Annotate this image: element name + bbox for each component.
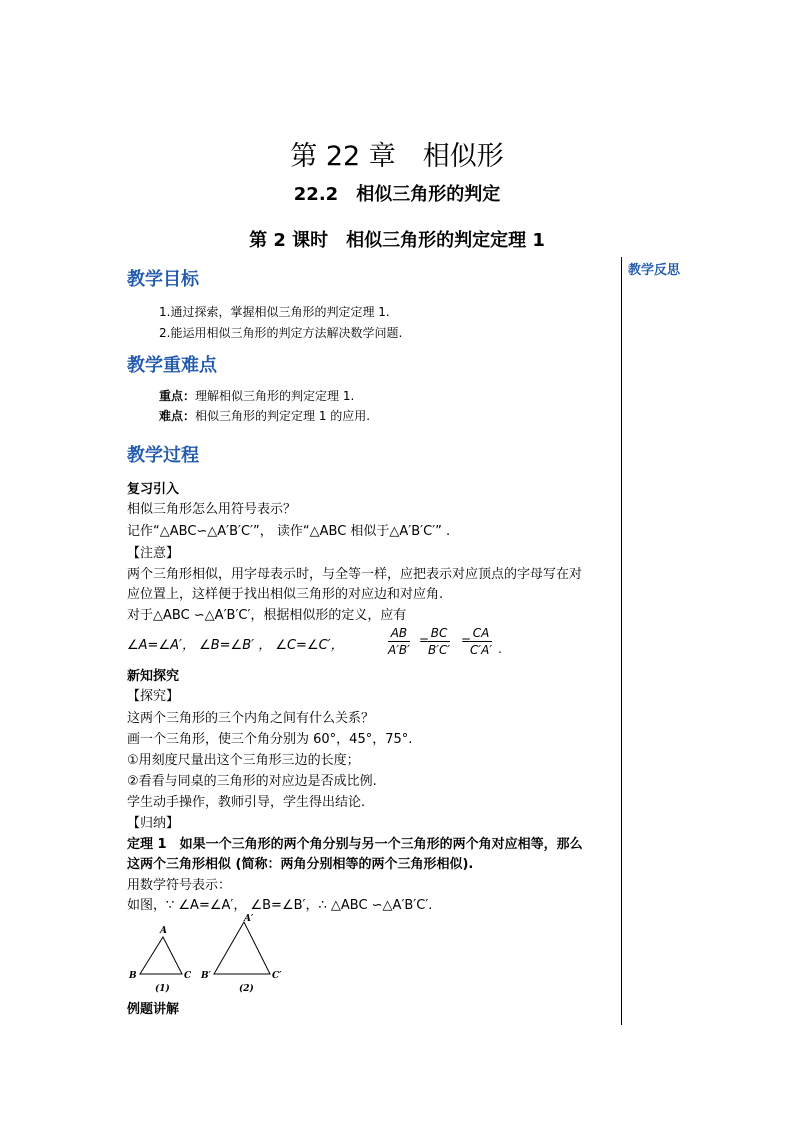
ratio-equals-1: = [419,633,430,647]
ratio-period: . [498,642,502,656]
explore-draw: 画一个三角形，使三个角分别为 60°，45°，75°. [127,732,413,747]
symbol-line: 如图，∵ ∠A=∠A′， ∠B=∠B′，∴ △ABC ∽△A′B′C′. [127,898,433,913]
summary-tag: 【归纳】 [127,816,180,831]
review-title: 复习引入 [127,482,180,497]
explore-question: 这两个三角形的三个内角之间有什么关系？ [127,711,375,726]
theorem-line-1: 定理 1 如果一个三角形的两个角分别与另一个三角形的两个角对应相等，那么 [127,837,583,852]
ratio-numerator-1: AB [388,625,410,642]
angle-equalities: ∠A=∠A′， ∠B=∠B′ ， ∠C=∠C′， [127,638,344,653]
difficult-point-line [159,407,370,424]
triangle-2-label-b: B′ [201,971,211,981]
explore-tag: 【探究】 [127,689,180,704]
example-title: 例题讲解 [127,1002,180,1017]
triangle-2-shape [214,922,270,974]
triangle-2 [200,914,282,994]
notation-line: 记作“△ABC∽△A′B′C′”， 读作“△ABC 相似于△A′B′C′” . [127,524,451,539]
triangle-2-caption: (2) [239,984,254,994]
lesson-title: 第 2 课时 相似三角形的判定定理 1 [249,230,545,251]
process-heading: 教学过程 [127,445,199,466]
key-point-label: 重点： [159,389,196,403]
explore-step-3: 学生动手操作，教师引导，学生得出结论. [127,795,366,810]
ratio-numerator-2: BC [428,625,450,642]
ratio-denominator-1: A′B′ [388,643,410,657]
review-question: 相似三角形怎么用符号表示？ [127,502,297,517]
explore-step-1: ①用刻度尺量出这个三角形三边的长度； [127,753,360,768]
ratio-fraction-1 [388,625,410,658]
triangle-1-label-b: B [129,971,137,981]
difficult-point-label: 难点： [159,409,196,423]
difficult-point-text: 相似三角形的判定定理 1 的应用. [195,409,371,423]
theorem-line-2: 这两个三角形相似 (简称：两角分别相等的两个三角形相似). [127,857,474,872]
explore-title: 新知探究 [127,669,180,684]
triangle-1-shape [140,937,182,974]
ratio-equals-2: = [461,633,472,647]
triangle-1-label-c: C [184,971,192,981]
explore-step-2: ②看看与同桌的三角形的对应边是否成比例. [127,774,377,789]
ratio-numerator-3: CA [470,625,492,642]
objective-item-2: 2.能运用相似三角形的判定方法解决数学问题. [159,326,403,340]
note-tag: 【注意】 [127,546,180,561]
triangle-1 [128,926,192,994]
margin-divider [621,257,622,1025]
symbol-intro: 用数学符号表示： [127,878,232,893]
key-point-text: 理解相似三角形的判定定理 1. [195,389,355,403]
chapter-title: 第 22 章 相似形 [290,141,504,172]
triangle-1-caption: (1) [155,984,170,994]
triangle-2-label-c: C′ [272,971,282,981]
objective-item-1: 1.通过探索，掌握相似三角形的判定定理 1. [159,305,390,319]
objectives-heading: 教学目标 [127,269,199,290]
key-point-line [159,387,354,404]
definition-line: 对于△ABC ∽△A′B′C′，根据相似形的定义，应有 [127,608,407,623]
note-line-1: 两个三角形相似，用字母表示时，与全等一样，应把表示对应顶点的字母写在对 [127,567,583,582]
triangle-1-label-a: A [160,926,167,936]
reflection-heading: 教学反思 [628,263,681,278]
key-points-heading: 教学重难点 [127,355,217,376]
triangle-figures [120,912,300,997]
section-title: 22.2 相似三角形的判定 [293,184,501,205]
ratio-denominator-2: B′C′ [428,643,451,657]
triangle-2-label-a: A′ [244,914,254,924]
ratio-denominator-3: C′A′ [470,643,493,657]
ratio-fraction-3 [470,625,492,658]
note-line-2: 应位置上，这样便于找出相似三角形的对应边和对应角. [127,587,444,602]
ratio-fraction-2 [428,625,450,658]
